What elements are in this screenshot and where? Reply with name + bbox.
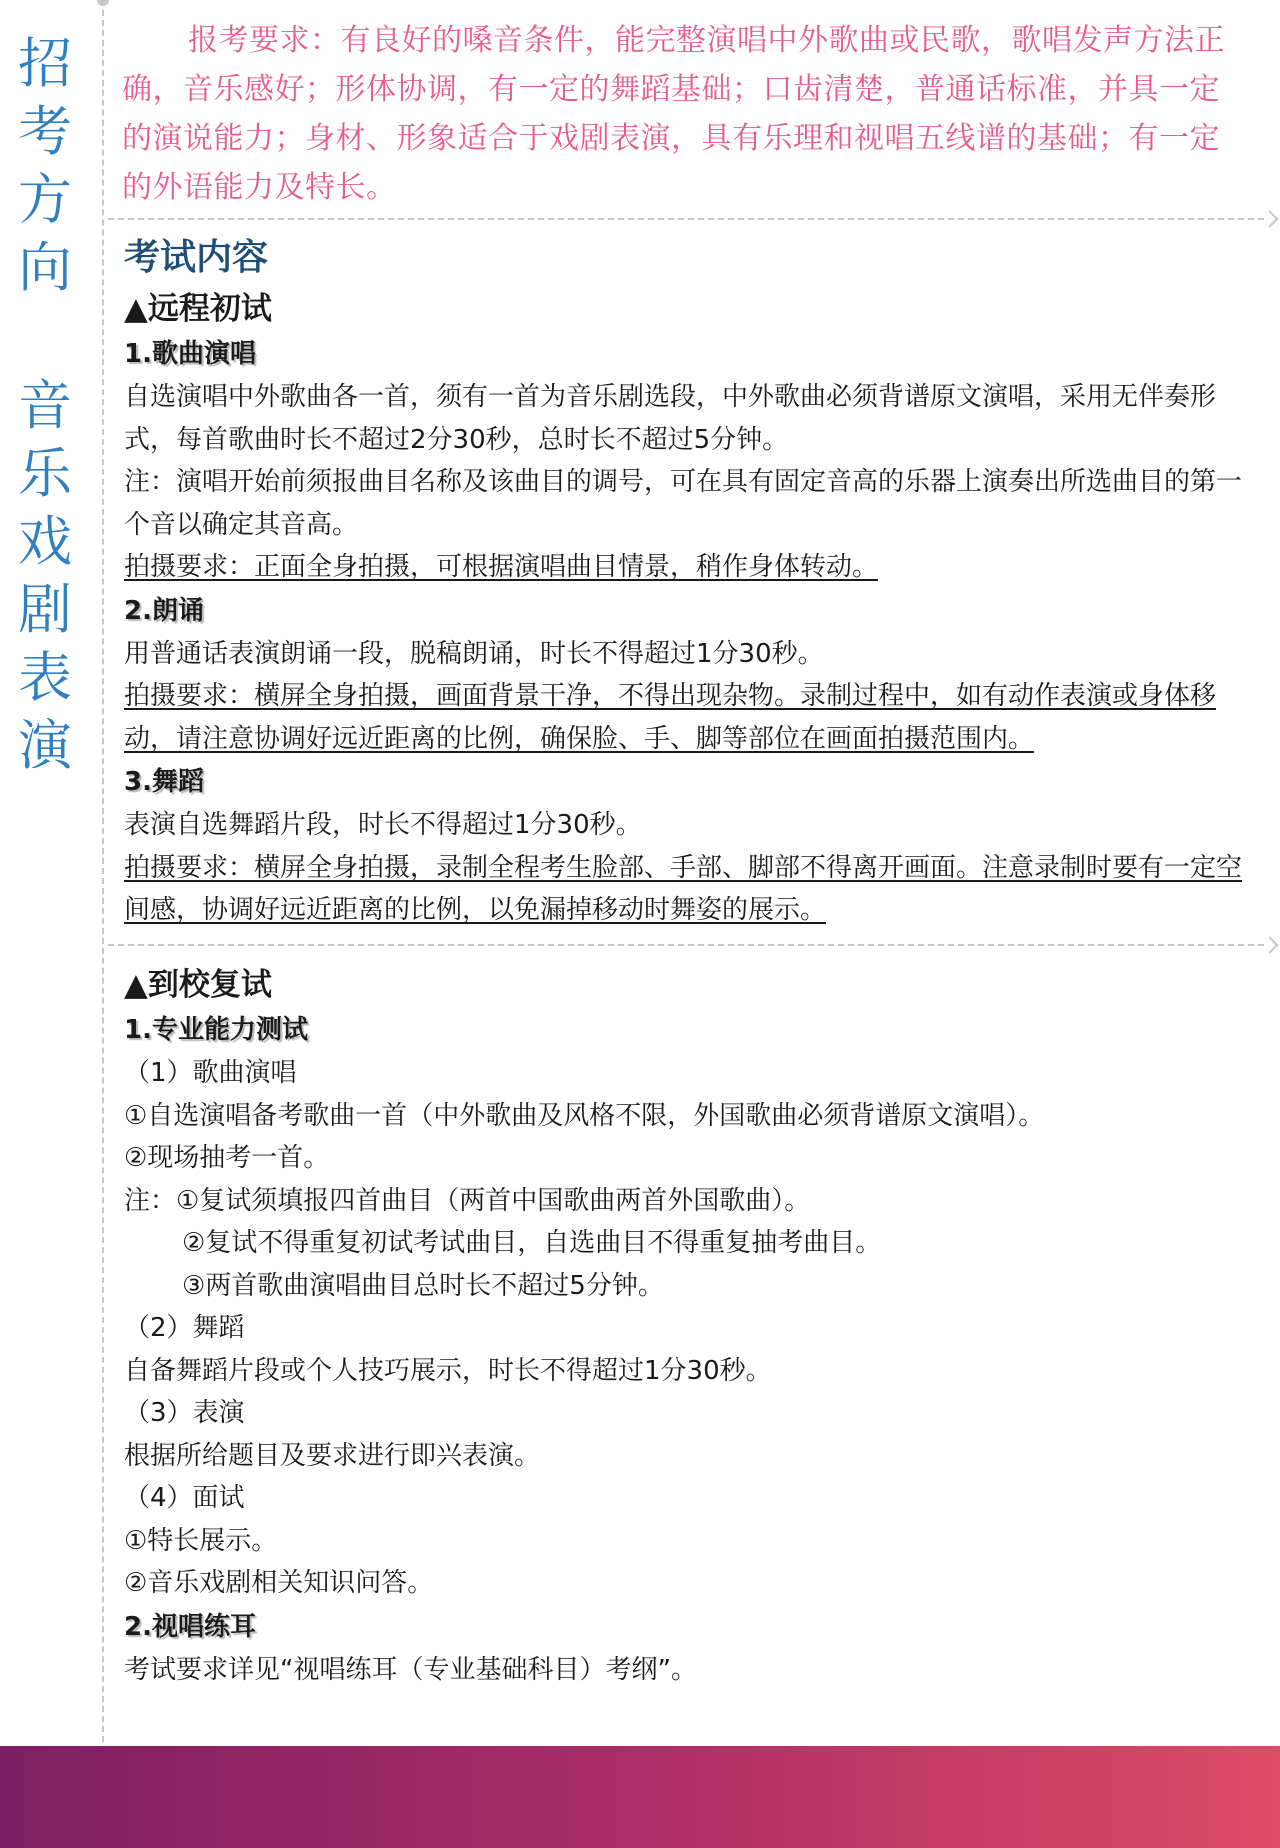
recite-title: 2.朗诵 — [124, 595, 204, 626]
arrow-icon — [1262, 211, 1279, 228]
remote-title: ▲远程初试 — [124, 291, 272, 327]
footer-banner — [0, 1746, 1280, 1848]
dance-desc: 自备舞蹈片段或个人技巧展示，时长不得超过1分30秒。 — [124, 1355, 772, 1386]
sidebar-char: 音 — [18, 374, 72, 437]
sidebar-char: 戏 — [18, 510, 72, 573]
song-label: （1）歌曲演唱 — [124, 1058, 297, 1088]
requirements-text: 报考要求：有良好的嗓音条件，能完整演唱中外歌曲或民歌，歌唱发声方法正确，音乐感好；形体协调，有一定的舞蹈基础；口齿清楚，普通话标准，并具一定的演说能力；身材、形象适合于戏剧表演，具有乐理和视唱五线谱的基础；有一定的外语能力及特长。 — [122, 23, 1225, 205]
song-shoot: 拍摄要求：正面全身拍摄，可根据演唱曲目情景，稍作身体转动。 — [124, 552, 879, 582]
sidebar-char: 剧 — [18, 578, 72, 641]
perform-label: （3）表演 — [124, 1398, 245, 1428]
perform-desc: 根据所给题目及要求进行即兴表演。 — [124, 1440, 541, 1471]
sidebar-char: 乐 — [18, 442, 72, 505]
horizontal-divider — [108, 218, 1264, 220]
exam-heading: 考试内容 — [124, 237, 269, 278]
ear-desc: 考试要求详见“视唱练耳（专业基础科目）考纲”。 — [124, 1654, 697, 1685]
song-item: ①自选演唱备考歌曲一首（中外歌曲及风格不限，外国歌曲必须背谱原文演唱）。 — [124, 1100, 1045, 1131]
recite-shoot: 拍摄要求：横屏全身拍摄，画面背景干净，不得出现杂物。录制过程中，如有动作表演或身体移动，请注意协调好远近距离的比例，确保脸、手、脚等部位在画面拍摄范围内。 — [124, 681, 1217, 754]
sidebar-char: 考 — [18, 100, 72, 163]
recite-desc: 用普通话表演朗诵一段，脱稿朗诵，时长不得超过1分30秒。 — [124, 638, 824, 669]
dance-label: （2）舞蹈 — [124, 1313, 245, 1343]
onsite-title: ▲到校复试 — [124, 967, 272, 1003]
onsite-section — [124, 962, 1264, 1691]
horizontal-divider — [108, 944, 1264, 946]
note-item: ②复试不得重复初试考试曲目，自选曲目不得重复抽考曲目。 — [182, 1228, 882, 1258]
remote-section — [124, 232, 1264, 932]
divider-dot — [97, 0, 109, 6]
vertical-divider — [102, 0, 104, 1752]
sidebar-title — [14, 30, 76, 780]
note-item: ③两首歌曲演唱曲目总时长不超过5分钟。 — [182, 1270, 664, 1301]
dance-desc: 表演自选舞蹈片段，时长不得超过1分30秒。 — [124, 810, 642, 840]
sidebar-char: 方 — [18, 168, 72, 231]
dance-shoot: 拍摄要求：横屏全身拍摄，录制全程考生脸部、手部、脚部不得离开画面。注意录制时要有一定空间感，协调好远近距离的比例，以免漏掉移动时舞姿的展示。 — [124, 852, 1243, 925]
song-item: ②现场抽考一首。 — [124, 1143, 330, 1173]
interview-item: ②音乐戏剧相关知识问答。 — [124, 1568, 434, 1598]
pro-title: 1.专业能力测试 — [124, 1015, 308, 1045]
sidebar-char: 招 — [18, 32, 72, 95]
sidebar-char: 表 — [18, 646, 72, 709]
sidebar-char: 向 — [18, 236, 72, 299]
interview-item: ①特长展示。 — [124, 1525, 278, 1556]
sidebar-char: 演 — [18, 714, 72, 777]
song-note: 注：演唱开始前须报曲目名称及该曲目的调号，可在具有固定音高的乐器上演奏出所选曲目的第一个音以确定其音高。 — [124, 467, 1243, 540]
note-item: 注：①复试须填报四首曲目（两首中国歌曲两首外国歌曲）。 — [124, 1185, 811, 1216]
sidebar-gap — [14, 302, 76, 372]
ear-title: 2.视唱练耳 — [124, 1611, 256, 1642]
dance-title: 3.舞蹈 — [124, 767, 204, 797]
song-title: 1.歌曲演唱 — [124, 339, 256, 369]
arrow-icon — [1262, 937, 1279, 954]
song-desc: 自选演唱中外歌曲各一首，须有一首为音乐剧选段，中外歌曲必须背谱原文演唱，采用无伴奏形式，每首歌曲时长不超过2分30秒，总时长不超过5分钟。 — [124, 382, 1217, 455]
interview-label: （4）面试 — [124, 1483, 245, 1513]
